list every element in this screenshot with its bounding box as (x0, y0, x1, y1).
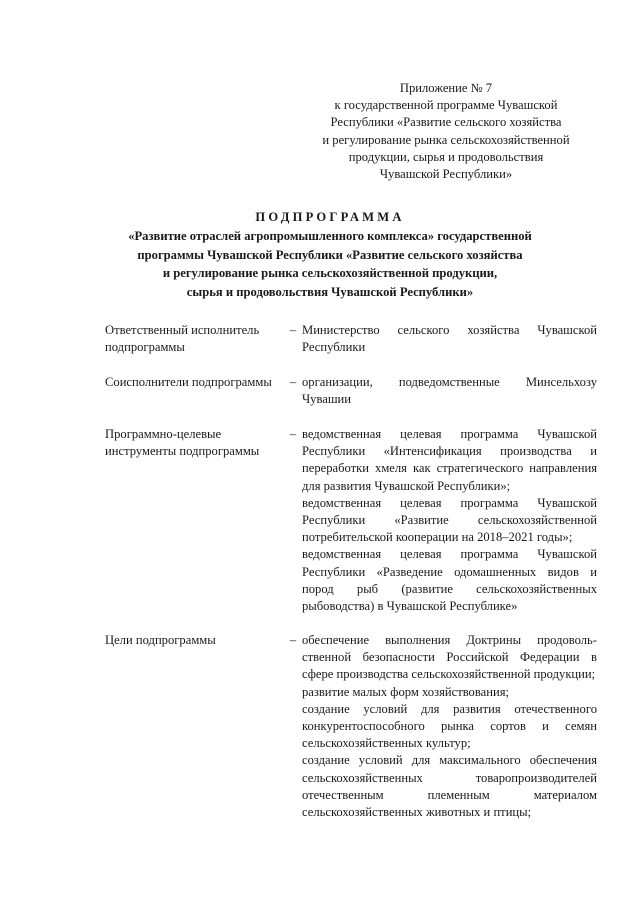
row-paragraph: Министерство сельского хозяйства Чувашской Республики (302, 323, 597, 355)
row-paragraph: ведомственная целевая программа Чувашской Республики «Интенсификация производства и переработки хмеля как стратегического направления для развития Чувашской Республики»; (302, 427, 597, 493)
annex-line: Республики «Развитие сельского хозяйства (330, 115, 562, 130)
row-label: Ответственный исполнитель подпрограммы (105, 323, 260, 355)
row-label: Цели подпрограммы (105, 633, 216, 647)
annex-reference (300, 80, 592, 183)
row-paragraph: организации, подведомственные Минсельхозу Чувашии (302, 375, 597, 407)
row-label: Соисполнители подпрограммы (105, 375, 272, 389)
subprogram-title-block (80, 208, 580, 301)
row-dash: – (289, 633, 297, 647)
row-label: Программно-целевые инструменты подпрограммы (105, 427, 260, 459)
subprogram-heading: ПОДПРОГРАММА (255, 210, 405, 224)
row-content (302, 322, 597, 356)
subprogram-title-line: сырья и продовольствия Чувашской Республики» (186, 284, 474, 299)
row-content (302, 426, 597, 615)
row-dash: – (289, 375, 297, 389)
subprogram-title-line: и регулирование рынка сельскохозяйственной продукции, (162, 266, 498, 281)
annex-line: Чувашской Республики» (379, 167, 513, 182)
row-content (302, 374, 597, 408)
row-dash: – (289, 323, 297, 337)
row-paragraph: обеспечение выполнения Доктрины продовольственной безопасности Российской Федерации в сфере производства сельскохозяйственной продукции; (302, 633, 597, 682)
row-dash: – (289, 427, 297, 441)
annex-line: и регулирование рынка сельскохозяйственной (322, 132, 570, 147)
row-paragraph: развитие малых форм хозяйствования; (302, 684, 509, 699)
row-paragraph: создание условий для максимального обеспечения сельскохозяйственных товаропроизводителей отечественным племенным материалом сельскохозяйственных животных и птицы; (302, 753, 597, 820)
annex-line: к государственной программе Чувашской (334, 98, 558, 113)
row-paragraph: создание условий для развития отечественного конкурентоспособного рынка сортов и семян сельскохозяйственных культур; (302, 701, 597, 751)
row-paragraph: ведомственная целевая программа Чувашской Республики «Развитие сельскохозяйственной потребительской кооперации на 2018–2021 годы»; (302, 495, 597, 545)
subprogram-title-line: «Развитие отраслей агропромышленного комплекса» государственной (128, 229, 532, 244)
row-paragraph: ведомственная целевая программа Чувашской Республики «Разведение одомашненных видов и пород рыб (развитие сельскохозяйственных рыбоводства) в Чувашской Республике» (302, 547, 597, 614)
annex-line: Приложение № 7 (399, 81, 493, 95)
annex-line: продукции, сырья и продовольствия (348, 149, 544, 164)
row-content (302, 632, 597, 821)
subprogram-title-line: программы Чувашской Республики «Развитие сельского хозяйства (137, 247, 523, 262)
